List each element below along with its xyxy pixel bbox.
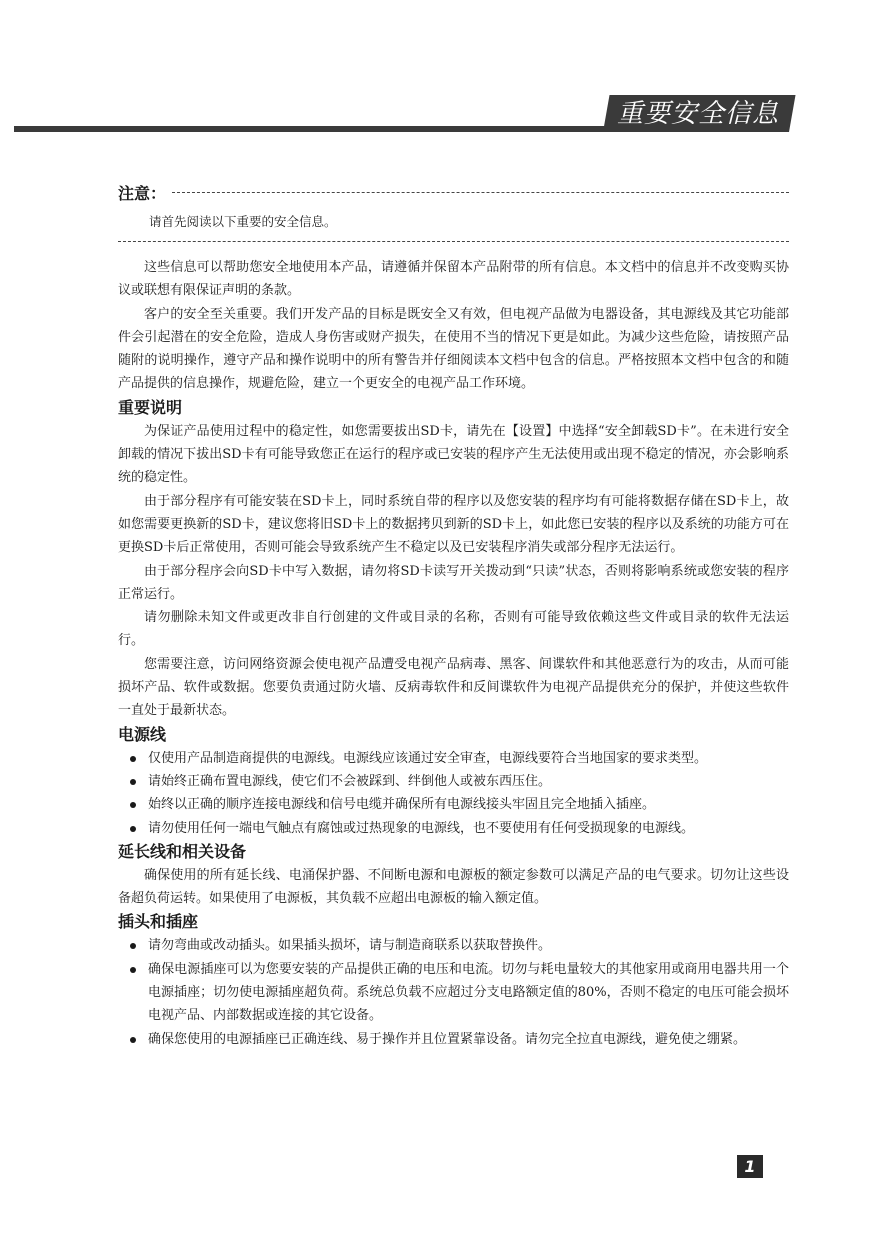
bullet-dot-icon xyxy=(130,802,136,808)
bullet-dot-icon xyxy=(130,1037,136,1043)
notice-dashed-rule-top xyxy=(172,192,789,193)
bullet-dot-icon xyxy=(130,826,136,832)
important-paragraph-2: 由于部分程序有可能安装在SD卡上，同时系统自带的程序以及您安装的程序均有可能将数据存储在SD卡上，故如您需要更换新的SD卡，建议您将旧SD卡上的数据拷贝到新的SD卡上，如此您已安装的程序以及系统的功能方可在更换SD卡后正常使用，否则可能会导致系统产生不稳定以及已安装程序消失或部分程序无法运行。 xyxy=(118,493,789,556)
list-item-text: 确保电源插座可以为您要安装的产品提供正确的电压和电流。切勿与耗电量较大的其他家用或商用电器共用一个电源插座；切勿使电源插座超负荷。系统总负载不应超过分支电路额定值的80%，否则不稳定的电压可能会损坏电视产品、内部数据或连接的其它设备。 xyxy=(148,961,789,1024)
notice-header xyxy=(118,180,789,204)
notice-box xyxy=(118,180,789,242)
intro-paragraph-1: 这些信息可以帮助您安全地使用本产品，请遵循并保留本产品附带的所有信息。本文档中的信息并不改变购买协议或联想有限保证声明的条款。 xyxy=(118,260,789,299)
page-title: 重要安全信息 xyxy=(616,99,779,129)
important-paragraph-1: 为保证产品使用过程中的稳定性，如您需要拔出SD卡，请先在【设置】中选择“安全卸载SD卡”。在未进行安全卸载的情况下拔出SD卡有可能导致您正在运行的程序或已安装的程序产生无法使用或出现不稳定的情况，亦会影响系统的稳定性。 xyxy=(118,423,789,486)
list-item xyxy=(118,958,789,1028)
section-title-power-cord: 电源线 xyxy=(118,724,167,744)
list-item-text: 请始终正确布置电源线，使它们不会被踩到、绊倒他人或被东西压住。 xyxy=(148,773,552,789)
bullet-dot-icon xyxy=(130,756,136,762)
list-item xyxy=(118,770,789,793)
bullet-dot-icon xyxy=(130,967,136,973)
notice-label: 注意： xyxy=(118,183,167,203)
header-rule xyxy=(14,126,614,132)
page-number: 1 xyxy=(737,1155,763,1178)
list-item xyxy=(118,747,789,770)
intro-paragraph-2: 客户的安全至关重要。我们开发产品的目标是既安全又有效，但电视产品做为电器设备，其电源线及其它功能部件会引起潜在的安全危险，造成人身伤害或财产损失，在使用不当的情况下更是如此。为减少这些危险，请按照产品随附的说明操作，遵守产品和操作说明中的所有警告并仔细阅读本文档中包含的信息。严格按照本文档中包含的和随产品提供的信息操作，规避危险，建立一个更安全的电视产品工作环境。 xyxy=(118,306,789,392)
list-item-text: 确保您使用的电源插座已正确连线、易于操作并且位置紧靠设备。请勿完全拉直电源线，避免使之绷紧。 xyxy=(148,1031,747,1047)
section-title-important: 重要说明 xyxy=(118,397,183,417)
plugs-list xyxy=(118,934,789,1050)
power-cord-list xyxy=(118,747,789,840)
list-item-text: 仅使用产品制造商提供的电源线。电源线应该通过安全审查，电源线要符合当地国家的要求类型。 xyxy=(148,750,708,766)
important-paragraph-5: 您需要注意，访问网络资源会使电视产品遭受电视产品病毒、黑客、间谍软件和其他恶意行为的攻击，从而可能损坏产品、软件或数据。您要负责通过防火墙、反病毒软件和反间谍软件为电视产品提供充分的保护，并使这些软件一直处于最新状态。 xyxy=(118,656,789,719)
section-title-extension: 延长线和相关设备 xyxy=(118,841,247,861)
list-item xyxy=(118,793,789,816)
list-item-text: 始终以正确的顺序连接电源线和信号电缆并确保所有电源线接头牢固且完全地插入插座。 xyxy=(148,797,656,813)
main-content xyxy=(118,256,789,1051)
notice-text: 请首先阅读以下重要的安全信息。 xyxy=(149,214,337,229)
list-item xyxy=(118,1028,789,1051)
list-item-text: 请勿使用任何一端电气触点有腐蚀或过热现象的电源线，也不要使用有任何受损现象的电源线。 xyxy=(148,820,695,836)
important-paragraph-4: 请勿删除未知文件或更改非自行创建的文件或目录的名称，否则有可能导致依赖这些文件或目录的软件无法运行。 xyxy=(118,610,789,649)
bullet-dot-icon xyxy=(130,943,136,949)
list-item-text: 请勿弯曲或改动插头。如果插头损坏，请与制造商联系以获取替换件。 xyxy=(148,938,552,954)
section-title-plugs: 插头和插座 xyxy=(118,912,199,932)
important-paragraph-3: 由于部分程序会向SD卡中写入数据，请勿将SD卡读写开关拨动到“只读”状态，否则将影响系统或您安装的程序正常运行。 xyxy=(118,563,789,602)
extension-paragraph-1: 确保使用的所有延长线、电涌保护器、不间断电源和电源板的额定参数可以满足产品的电气要求。切勿让这些设备超负荷运转。如果使用了电源板，其负载不应超出电源板的输入额定值。 xyxy=(118,867,789,907)
notice-dashed-rule-bottom xyxy=(118,241,789,242)
list-item xyxy=(118,934,789,957)
bullet-dot-icon xyxy=(130,779,136,785)
list-item xyxy=(118,817,789,840)
